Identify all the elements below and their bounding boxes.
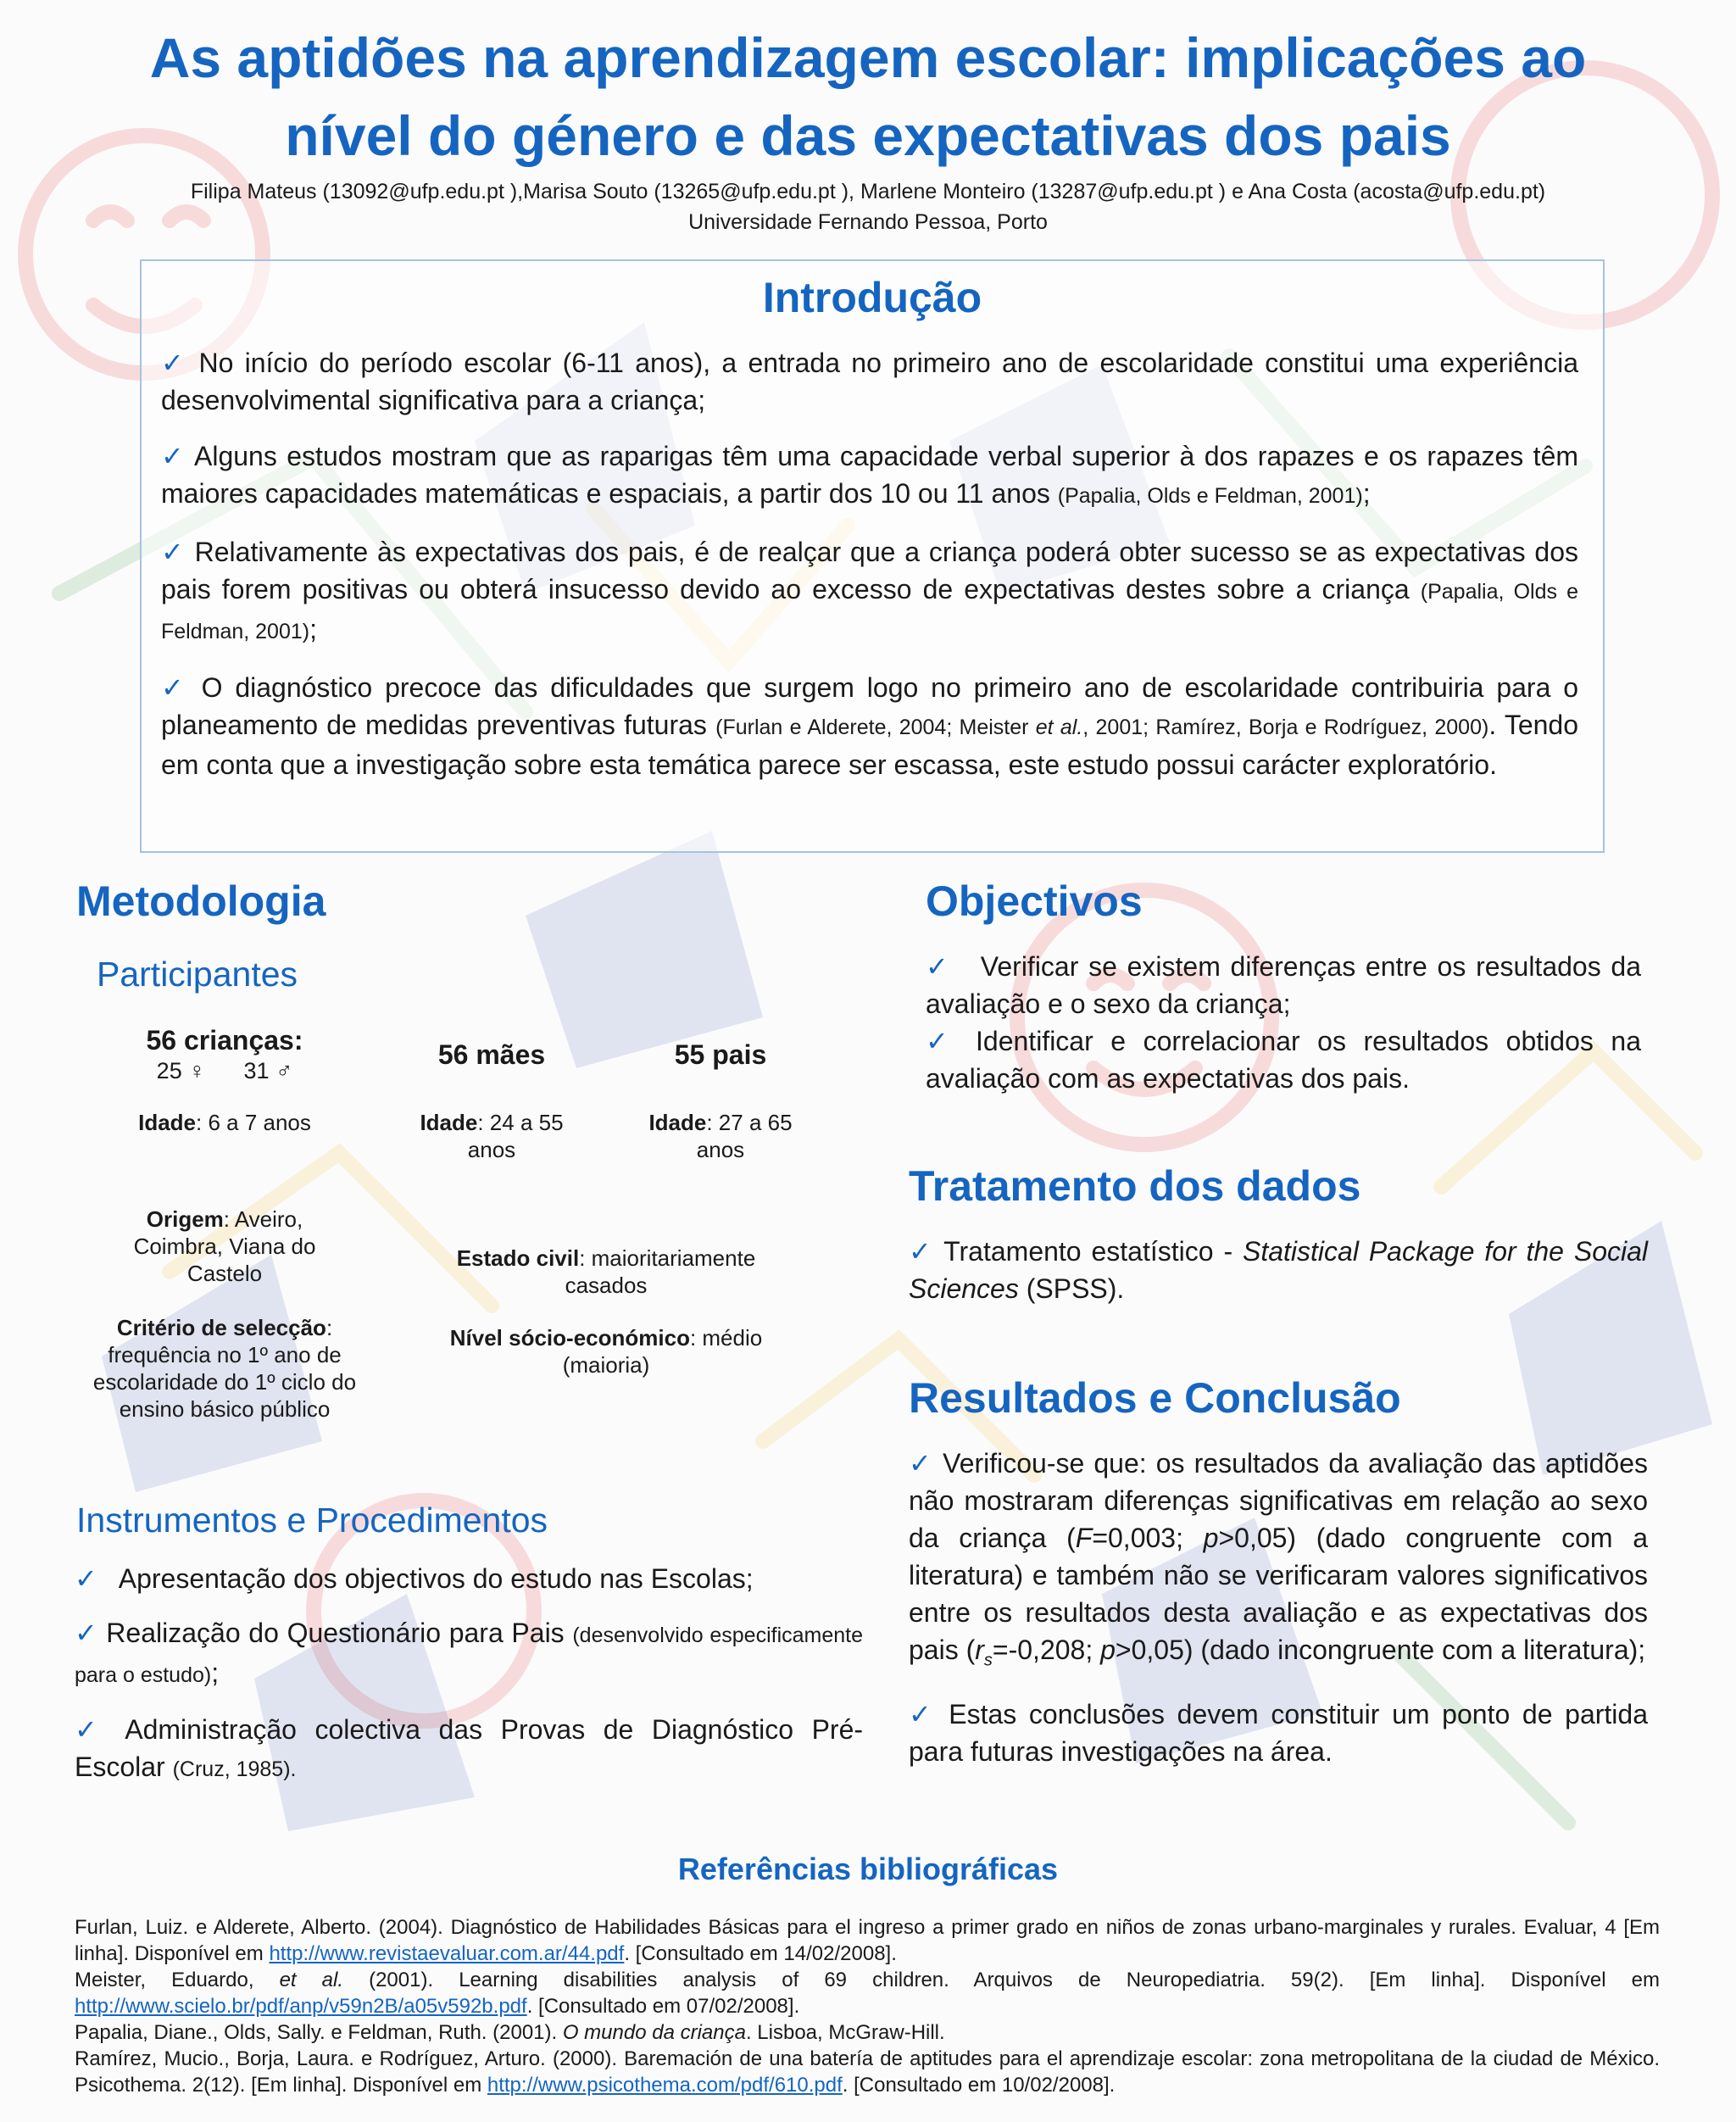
instrumentos-heading: Instrumentos e Procedimentos [76,1501,548,1540]
pais-idade-value: : 27 a 65 anos [696,1110,793,1162]
resultados-b1-a: Verificou-se que: os resultados da avaliação das aptidões não mostraram diferenças significativas em relação ao sexo da criança ( [909,1448,1649,1553]
reference-2-text-a: Meister, Eduardo, [75,1969,280,1991]
reference-3-text-a: Papalia, Diane., Olds, Sally. e Feldman, Ruth. (2001). [75,2021,563,2044]
intro-bullet-4-text: O diagnóstico precoce das dificuldades que surgem logo no primeiro ano de escolaridade contribuiria para o planeamento de medidas preventivas futuras [161,672,1579,740]
nivel-value: : médio (maioria) [562,1325,763,1378]
reference-1 [75,1914,1660,1967]
intro-bullet-2-text: Alguns estudos mostram que as raparigas têm uma capacidade verbal superior à dos rapazes e os rapazes têm maiores capacidades matemáticas e espaciais, a partir dos 10 ou 11 anos [161,441,1579,509]
intro-bullet-4-cite-etal: et al. [1035,716,1083,739]
check-icon: ✓ [75,1563,97,1594]
maes-idade [398,1109,585,1163]
resultados-b1-p1: p [1203,1523,1219,1553]
resultados-b1-F: F [1075,1523,1093,1553]
check-icon: ✓ [926,951,951,982]
reference-4-text-b: . [Consultado em 10/02/2008]. [842,2074,1116,2097]
intro-bullet-2 [161,437,1578,515]
resultados-b1-c: >0,05) (dado congruente com a literatura) e também não se verificaram valores significativos entre os resultados desta avaliação e as expectativas dos pais ( [909,1523,1649,1665]
female-count: 25 [156,1058,182,1083]
maes-idade-label: Idade [420,1110,478,1135]
title-line-1: As aptidões na aprendizagem escolar: implicações ao [149,26,1587,89]
instrumentos-bullets [75,1560,863,1805]
male-icon: ♂ [275,1058,293,1083]
instrumentos-bullet-2-end: ; [211,1657,220,1688]
resultados-b1-p2: p [1100,1635,1116,1665]
instrumentos-bullet-2-citation: (desenvolvido especificamente para o estudo) [75,1624,864,1687]
poster-title [34,19,1702,175]
reference-2-text-c: . [Consultado em 07/02/2008]. [526,1995,800,2018]
instrumentos-bullet-3 [75,1711,863,1788]
check-icon: ✓ [75,1714,108,1745]
resultados-b1-rs: s [983,1651,993,1670]
author-names: Filipa Mateus (13092@ufp.edu.pt ),Marisa Souto (13265@ufp.edu.pt ), Marlene Monteiro (13287@ufp.edu.pt ) e Ana Costa (acosta@ufp.edu.pt) [190,180,1546,203]
pais-idade [627,1109,814,1163]
nivel-socio-economico [424,1324,788,1378]
title-line-2: nível do género e das expectativas dos pais [285,104,1451,167]
check-icon: ✓ [926,1026,959,1056]
resultados-bullet-1 [909,1445,1648,1679]
intro-bullets [161,344,1578,802]
tratamento-bullets [909,1233,1648,1307]
instrumentos-bullet-3-citation: (Cruz, 1985). [172,1757,297,1781]
pais-idade-label: Idade [648,1110,707,1135]
criancas-criterio [85,1314,364,1423]
objectivos-bullet-2 [926,1022,1641,1097]
tratamento-text-a: Tratamento estatístico - [943,1236,1243,1267]
check-icon: ✓ [909,1448,934,1479]
criancas-criterio-label: Critério de selecção [116,1315,326,1340]
check-icon: ✓ [161,672,189,703]
pais-title: 55 pais [674,1039,767,1070]
authors-block [34,176,1702,237]
reference-4-text-a: Ramírez, Mucio., Borja, Laura. e Rodríguez, Arturo. (2000). Baremación de una batería de aptitudes para el aprendizaje escolar: zona metropolitana de la ciudad de México. Psicothema. 2(12). [Em linha]. Disponível em [75,2047,1660,2097]
intro-bullet-4 [161,669,1578,783]
criancas-idade-value: : 6 a 7 anos [196,1110,311,1135]
intro-bullet-4-cite-a: (Furlan e Alderete, 2004; Meister [715,716,1029,739]
referencias-heading: Referências bibliográficas [677,1852,1059,1886]
participantes-heading: Participantes [97,955,298,994]
gender-counts [85,1056,364,1085]
resultados-b1-e: >0,05) (dado incongruente com a literatura); [1115,1635,1646,1665]
resultados-b1-d: =-0,208; [992,1635,1101,1665]
reference-1-text-b: . [Consultado em 14/02/2008]. [624,1942,897,1965]
female-icon: ♀ [188,1058,206,1083]
objectivos-bullet-1-text: Verificar se existem diferenças entre os resultados da avaliação e o sexo da criança; [926,951,1642,1019]
estado-civil-value: : maioritariamente casados [565,1245,756,1298]
intro-bullet-3-citation: (Papalia, Olds e Feldman, 2001) [161,580,1579,643]
reference-1-link[interactable]: http://www.revistaevaluar.com.ar/44.pdf [269,1942,625,1965]
intro-bullet-3-end: ; [309,614,317,644]
check-icon: ✓ [161,348,188,378]
reference-2-link[interactable]: http://www.scielo.br/pdf/anp/v59n2B/a05v592b.pdf [75,1995,527,2018]
resultados-bullets [909,1445,1648,1787]
check-icon: ✓ [909,1699,937,1730]
check-icon: ✓ [909,1236,934,1267]
criancas-idade [85,1109,364,1136]
intro-heading: Introdução [762,274,982,321]
reference-2 [75,1967,1660,2019]
intro-bullet-4-citation [715,716,1488,739]
intro-bullet-4-cite-b: , 2001; Ramírez, Borja e Rodríguez, 2000) [1082,716,1489,739]
estado-civil-label: Estado civil [456,1245,580,1271]
tratamento-heading: Tratamento dos dados [909,1162,1361,1210]
tratamento-text-italic: Statistical Package for the Social Sciences [909,1236,1649,1304]
instrumentos-bullet-1-text: Apresentação dos objectivos do estudo nas Escolas; [118,1563,754,1594]
reference-3-italic: O mundo da criança [562,2021,746,2044]
reference-2-etal: et al. [279,1969,344,1991]
criancas-title: 56 crianças: [146,1025,303,1055]
check-icon: ✓ [161,441,186,471]
criancas-idade-label: Idade [138,1110,197,1135]
intro-bullet-3-text: Relativamente às expectativas dos pais, é de realçar que a criança poderá obter sucesso se as expectativas dos pais forem positivas ou obterá insucesso devido ao excesso de expectativas destes sobre a criança [161,537,1579,604]
objectivos-bullet-2-text: Identificar e correlacionar os resultados obtidos na avaliação com as expectativas dos pais. [926,1026,1642,1094]
affiliation: Universidade Fernando Pessoa, Porto [688,210,1048,234]
intro-bullet-1-text: No início do período escolar (6-11 anos), a entrada no primeiro ano de escolaridade constitui uma experiência desenvolvimental significativa para a criança; [161,348,1579,415]
instrumentos-bullet-3-text: Administração colectiva das Provas de Diagnóstico Pré-Escolar [75,1714,864,1782]
resultados-b1-r: r [975,1635,984,1665]
reference-3 [75,2019,1660,2046]
criancas-origem [102,1206,348,1287]
metodologia-heading: Metodologia [76,877,326,925]
tratamento-bullet-1 [909,1233,1648,1307]
check-icon: ✓ [161,537,186,567]
intro-bullet-2-citation: (Papalia, Olds e Feldman, 2001) [1057,484,1363,508]
male-count: 31 [243,1058,270,1083]
intro-bullet-3 [161,533,1578,650]
reference-4-link[interactable]: http://www.psicothema.com/pdf/610.pdf [487,2074,843,2097]
reference-4 [75,2046,1660,2098]
reference-1-text-a: Furlan, Luiz. e Alderete, Alberto. (2004). Diagnóstico de Habilidades Básicas para el ingreso a primer grado en niños de zonas urbano-marginales y rurales. Evaluar, 4 [Em linha]. Disponível em [75,1916,1660,1965]
reference-2-text-b: (2001). Learning disabilities analysis of 69 children. Arquivos de Neuropediatria. 59(2). [Em linha]. Disponível em [343,1969,1661,1991]
intro-bullet-2-end: ; [1362,478,1371,509]
instrumentos-bullet-2-text: Realização do Questionário para Pais [106,1618,565,1648]
objectivos-heading: Objectivos [926,877,1143,925]
reference-3-text-b: . Lisboa, McGraw-Hill. [745,2021,945,2044]
maes-idade-value: : 24 a 55 anos [467,1110,564,1162]
criancas-criterio-value: : frequência no 1º ano de escolaridade do 1º ciclo do ensino básico público [92,1315,357,1422]
intro-bullet-4-end: . Tendo em conta que a investigação sobre esta temática parece ser escassa, este estudo possui carácter exploratório. [161,710,1579,780]
resultados-heading: Resultados e Conclusão [909,1374,1401,1422]
criancas-column [85,1024,364,1085]
criancas-origem-label: Origem [146,1206,224,1232]
referencias-list [75,1914,1660,2098]
estado-civil [432,1245,780,1299]
criancas-origem-value: : Aveiro, Coimbra, Viana do Castelo [133,1206,316,1286]
objectivos-bullets [926,948,1641,1097]
instrumentos-bullet-2 [75,1614,863,1694]
check-icon: ✓ [75,1618,98,1648]
resultados-b1-b: =0,003; [1092,1523,1204,1553]
objectivos-bullet-1 [926,948,1641,1022]
intro-bullet-1 [161,344,1578,419]
maes-title: 56 mães [437,1039,546,1070]
nivel-label: Nível sócio-económico [449,1325,690,1351]
tratamento-text-b: (SPSS). [1018,1273,1125,1304]
resultados-bullet-2 [909,1696,1648,1770]
resultados-bullet-2-text: Estas conclusões devem constituir um ponto de partida para futuras investigações na área. [909,1699,1649,1768]
instrumentos-bullet-1 [75,1560,863,1597]
